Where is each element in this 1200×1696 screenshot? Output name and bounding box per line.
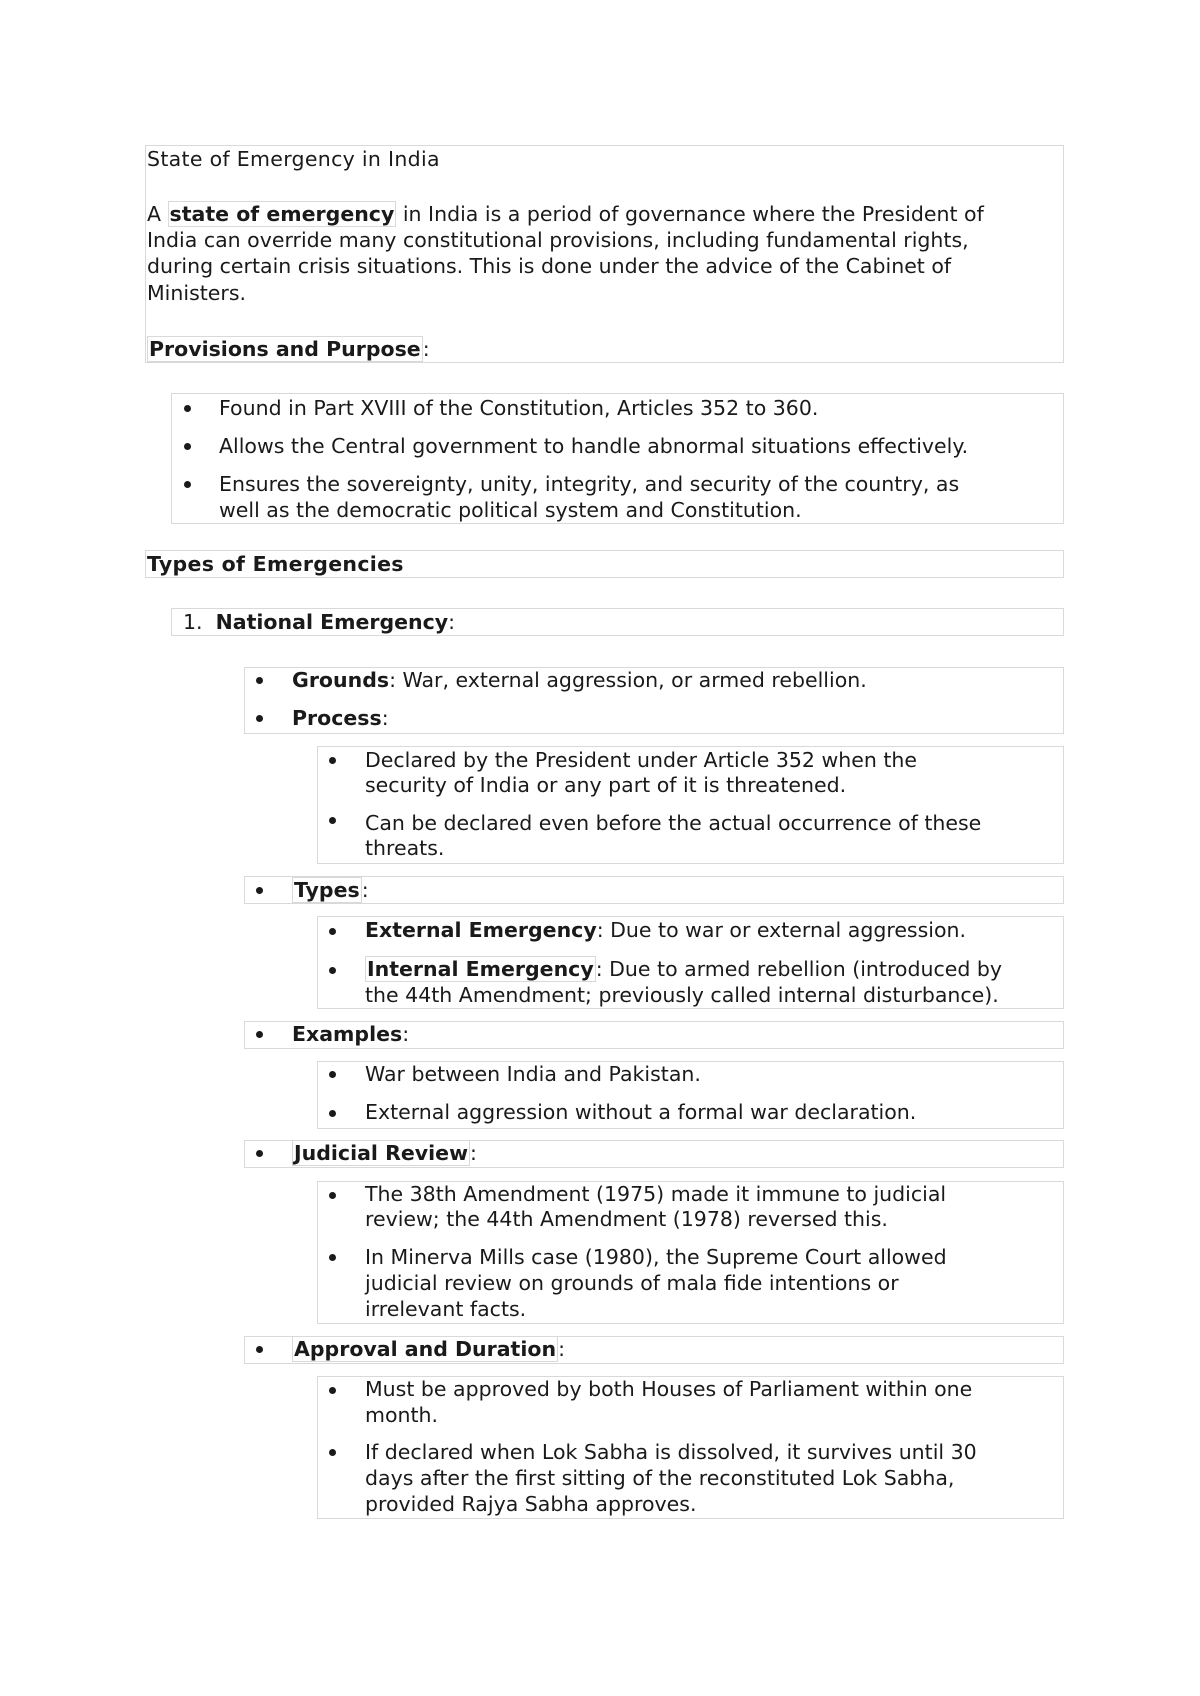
bullet-icon bbox=[256, 677, 263, 684]
provision-item-3-line-1: Ensures the sovereignty, unity, integrity, and security of the country, as bbox=[219, 472, 960, 496]
bullet-icon bbox=[329, 967, 336, 974]
bullet-icon bbox=[184, 405, 191, 412]
types-heading: Types of Emergencies bbox=[147, 552, 404, 576]
process-item-2-line-2: threats. bbox=[365, 836, 445, 860]
grounds-label: Grounds bbox=[292, 668, 390, 692]
approval-label: Approval and Duration bbox=[294, 1337, 557, 1361]
bullet-icon bbox=[256, 1150, 263, 1157]
provisions-heading bbox=[147, 336, 430, 362]
bullet-icon bbox=[256, 1031, 263, 1038]
intro-line-4: Ministers. bbox=[147, 281, 247, 305]
bullet-icon bbox=[256, 1346, 263, 1353]
bullet-icon bbox=[329, 1192, 336, 1199]
intro-lead: A bbox=[147, 202, 168, 226]
examples-item: Examples: bbox=[292, 1022, 410, 1046]
judicial-item-1-line-2: review; the 44th Amendment (1978) reversed this. bbox=[365, 1207, 888, 1231]
types-item-internal-line-1 bbox=[365, 956, 1002, 982]
process-item: Process: bbox=[292, 706, 389, 730]
grounds-item bbox=[292, 667, 867, 693]
process-item-2-line-1: Can be declared even before the actual occurrence of these bbox=[365, 811, 982, 835]
process-item-1-line-1: Declared by the President under Article 352 when the bbox=[365, 748, 918, 772]
internal-emergency-text: : Due to armed rebellion (introduced by bbox=[595, 957, 1003, 981]
bullet-icon bbox=[329, 1110, 336, 1117]
national-emergency-label: National Emergency bbox=[215, 610, 449, 634]
national-emergency-heading bbox=[183, 609, 455, 635]
approval-item: Approval and Duration: bbox=[294, 1337, 565, 1361]
bullet-icon bbox=[329, 817, 336, 824]
types-item: Types: bbox=[294, 878, 369, 902]
approval-item-1-line-2: month. bbox=[365, 1403, 439, 1427]
page-title: State of Emergency in India bbox=[147, 147, 440, 171]
bullet-icon bbox=[329, 1387, 336, 1394]
examples-item-2: External aggression without a formal war declaration. bbox=[365, 1100, 917, 1124]
judicial-item-2-line-1: In Minerva Mills case (1980), the Supreme Court allowed bbox=[365, 1245, 947, 1269]
approval-item-2-line-1: If declared when Lok Sabha is dissolved, it survives until 30 bbox=[365, 1440, 977, 1464]
provisions-colon: : bbox=[422, 337, 430, 361]
external-emergency-label: External Emergency bbox=[365, 918, 597, 942]
examples-item-1: War between India and Pakistan. bbox=[365, 1062, 701, 1086]
examples-label: Examples bbox=[292, 1022, 403, 1046]
types-item-internal-line-2: the 44th Amendment; previously called internal disturbance). bbox=[365, 983, 999, 1007]
approval-item-1-line-1: Must be approved by both Houses of Parliament within one bbox=[365, 1377, 973, 1401]
provisions-heading-label: Provisions and Purpose bbox=[149, 337, 421, 361]
process-item-1-line-2: security of India or any part of it is threatened. bbox=[365, 773, 847, 797]
external-emergency-text: : Due to war or external aggression. bbox=[596, 918, 967, 942]
types-item-external bbox=[365, 917, 966, 943]
provision-item-3-line-2: well as the democratic political system and Constitution. bbox=[219, 498, 802, 522]
intro-line1-rest: in India is a period of governance where the President of bbox=[396, 202, 984, 226]
judicial-item-2-line-2: judicial review on grounds of mala fide intentions or bbox=[365, 1271, 899, 1295]
judicial-label: Judicial Review bbox=[294, 1141, 469, 1165]
judicial-item-1-line-1: The 38th Amendment (1975) made it immune to judicial bbox=[365, 1182, 947, 1206]
bullet-icon bbox=[256, 887, 263, 894]
national-colon: : bbox=[448, 610, 456, 634]
provision-item-1: Found in Part XVIII of the Constitution, Articles 352 to 360. bbox=[219, 396, 819, 420]
internal-emergency-label: Internal Emergency bbox=[367, 957, 594, 981]
judicial-item: Judicial Review: bbox=[294, 1141, 477, 1165]
bullet-icon bbox=[184, 481, 191, 488]
approval-item-2-line-2: days after the first sitting of the reconstituted Lok Sabha, bbox=[365, 1466, 955, 1490]
intro-bold-term: state of emergency bbox=[169, 202, 395, 226]
bullet-icon bbox=[329, 928, 336, 935]
provision-item-2: Allows the Central government to handle abnormal situations effectively. bbox=[219, 434, 969, 458]
intro-line-2: India can override many constitutional provisions, including fundamental rights, bbox=[147, 228, 969, 252]
process-label: Process bbox=[292, 706, 382, 730]
intro-line-1 bbox=[147, 201, 984, 227]
bullet-icon bbox=[329, 1449, 336, 1456]
approval-item-2-line-3: provided Rajya Sabha approves. bbox=[365, 1492, 697, 1516]
grounds-text: : War, external aggression, or armed rebellion. bbox=[389, 668, 867, 692]
bullet-icon bbox=[184, 443, 191, 450]
judicial-item-2-line-3: irrelevant facts. bbox=[365, 1297, 527, 1321]
bullet-icon bbox=[256, 715, 263, 722]
bullet-icon bbox=[329, 1254, 336, 1261]
bullet-icon bbox=[329, 1071, 336, 1078]
list-number: 1. bbox=[183, 610, 203, 634]
intro-line-3: during certain crisis situations. This is done under the advice of the Cabinet of bbox=[147, 254, 952, 278]
types-label: Types bbox=[294, 878, 360, 902]
bullet-icon bbox=[329, 757, 336, 764]
